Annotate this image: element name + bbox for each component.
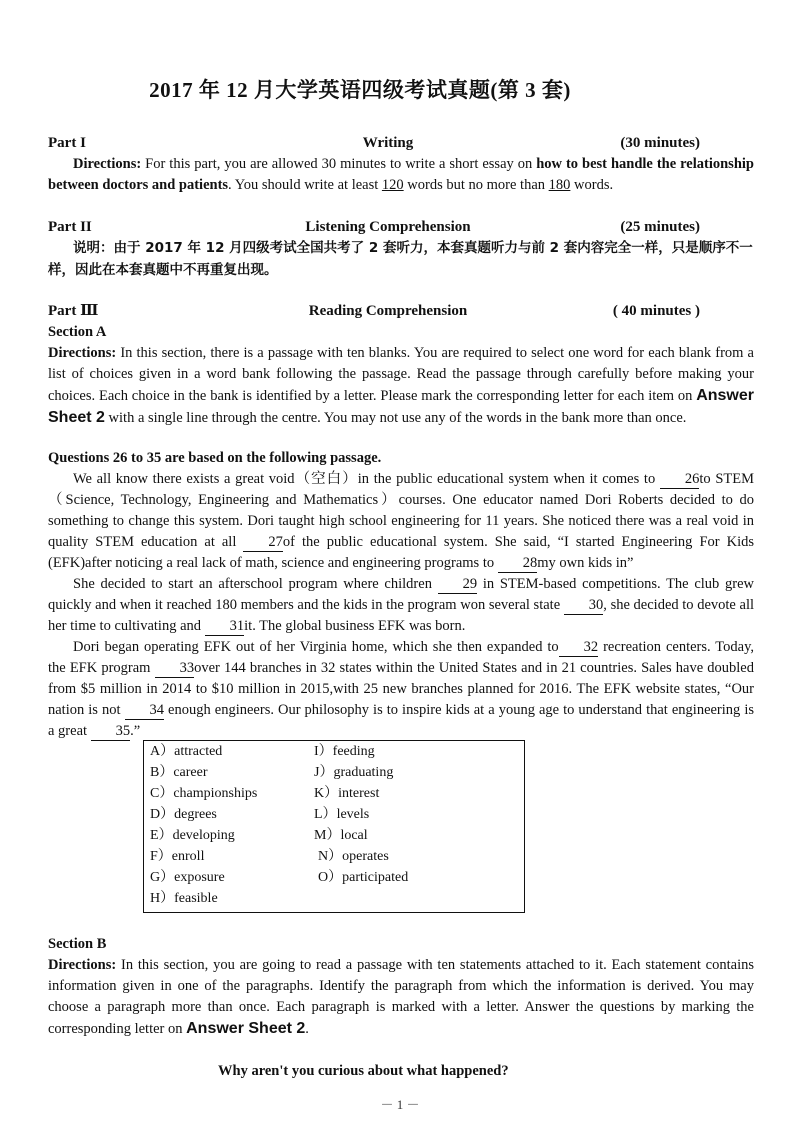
option-letter: G） [150,870,175,885]
blank-35: 35 [91,723,131,741]
option-word: participated [342,870,409,885]
part1-dir-text: words but no more than [403,177,549,193]
passage-text: enough engineers. Our philosophy is to inspire kids at a young age to understand that engineering is a great [48,702,754,739]
option-letter: O） [318,870,343,885]
part3-name: Reading Comprehension [308,303,468,319]
part1-time: (30 minutes) [620,135,700,151]
part1-dir-label: Directions: [73,156,142,172]
option-letter: D） [150,807,175,822]
word-bank-option [150,888,218,909]
word-bank-option [150,825,235,846]
passage-text: recreation centers. Today, the EFK program [48,639,754,676]
min-words: 120 [381,177,404,193]
part2-name: Listening Comprehension [305,219,471,235]
option-word: feeding [332,744,375,759]
passage-text: We all know there exists a great void（空白）in the public educational system when it comes to [73,471,660,487]
section-b-dir-tail: . [305,1021,309,1037]
part1-dir-text: . You should write at least [228,177,382,193]
blank-27: 27 [243,534,283,552]
option-letter: H） [150,891,175,906]
option-word: career [173,765,208,780]
option-letter: M） [314,828,341,843]
page-title: 2017 年 12 月大学英语四级考试真题(第 3 套) [149,78,571,102]
passage-text: to STEM（Science, Technology, Engineering and Mathematics）courses. One educator named Dori Roberts decided to do something to change this system. Dori taught high school engineering for 11 years. She noticed there was a real void in quality STEM education at all [48,471,754,550]
answer-sheet-ref: Answer Sheet 2 [186,1020,306,1037]
blank-32: 32 [559,639,599,657]
blank-29: 29 [438,576,478,594]
option-word: graduating [333,765,394,780]
option-word: championships [173,786,258,801]
option-word: feasible [174,891,218,906]
passage-text: She decided to start an afterschool program where children [73,576,438,592]
part2-label: Part II [48,219,92,235]
passage-text: my own kids in” [537,555,634,571]
word-bank-option [150,741,222,762]
option-letter: L） [314,807,337,822]
word-bank-option [150,804,217,825]
word-bank-option [314,825,368,846]
section-a-dir-label: Directions: [48,345,117,361]
page-number: － 1 － [380,1097,420,1112]
word-bank-option [314,762,393,783]
part2-note-line1: 说明：由于 2017 年 12 月四级考试全国共考了 2 套听力，本套真题听力与前 2 套内容完全一样，只是顺序不一 [73,240,753,256]
option-letter: J） [314,765,334,780]
word-bank-option [314,804,369,825]
part1-name: Writing [362,135,414,151]
option-letter: K） [314,786,339,801]
option-letter: F） [150,849,172,864]
passage-text: in STEM-based competitions. The club grew quickly and when it reached 180 members and the kids in the program won several state [48,576,754,613]
blank-31: 31 [205,618,245,636]
part3-time: ( 40 minutes ) [612,303,700,319]
word-bank-option [318,846,389,867]
section-a-directions [48,343,754,429]
option-letter: A） [150,744,175,759]
section-b-dir-text: In this section, you are going to read a passage with ten statements attached to it. Each statement contains information given in one of the paragraphs. Identify the paragraph from which the information is derived. You may choose a paragraph more than once. Each paragraph is marked with a letter. Answer the questions by marking the corresponding letter on [48,957,754,1037]
blank-34: 34 [125,702,165,720]
section-a-dir-tail: with a single line through the centre. You may not use any of the words in the bank more than once. [104,410,687,426]
option-letter: I） [314,744,333,759]
passage-text: it. The global business EFK was born. [244,618,466,634]
option-word: developing [172,828,235,843]
option-word: operates [342,849,389,864]
passage-paragraph-3 [48,637,754,742]
option-letter: B） [150,765,174,780]
part1-dir-text: words. [570,177,614,193]
blank-30: 30 [564,597,604,615]
part1-dir-text: For this part, you are allowed 30 minutes to write a short essay on [141,156,537,172]
part3-label: Part Ⅲ [48,303,99,319]
option-letter: E） [150,828,173,843]
part2-header [48,217,754,238]
blank-26: 26 [660,471,700,489]
option-letter: N） [318,849,343,864]
word-bank-option [314,783,379,804]
part1-label: Part I [48,135,86,151]
word-bank-option [318,867,408,888]
max-words: 180 [548,177,571,193]
passage-text: , she decided to devote all her time to cultivating and [48,597,755,634]
part1-directions [48,154,754,196]
passage-title: Why aren't you curious about what happened? [218,1063,509,1079]
passage-text: .” [130,723,141,739]
part2-note-line2: 样，因此在本套真题中不再重复出现。 [48,262,278,278]
passage-paragraph-2 [48,574,754,637]
word-bank [143,740,525,913]
option-word: local [340,828,368,843]
section-b-directions [48,955,754,1040]
part2-note [48,237,754,281]
option-word: levels [336,807,370,822]
option-word: degrees [174,807,217,822]
word-bank-option [150,762,208,783]
part2-time: (25 minutes) [620,219,700,235]
passage-text: of the public educational system. She said, “I started Engineering For Kids (EFK)after noticing a real lack of math, science and engineering programs to [48,534,755,571]
word-bank-option [314,741,375,762]
questions-heading: Questions 26 to 35 are based on the following passage. [48,450,382,466]
option-word: attracted [174,744,223,759]
passage-text: over 144 branches in 32 states within the United States and in 21 countries. Sales have doubled from $5 million in 2014 to $10 million in 2015,with 25 new branches planned for 2016. The EFK website states, “Our nation is not [48,660,754,718]
option-word: exposure [174,870,225,885]
blank-33: 33 [155,660,195,678]
essay-topic: how to best handle the relationship between doctors and patients [48,156,754,193]
passage-text: Dori began operating EFK out of her Virginia home, which she then expanded to [73,639,559,655]
section-a-heading: Section A [48,324,107,340]
word-bank-option [150,783,257,804]
option-letter: C） [150,786,174,801]
option-word: interest [338,786,380,801]
word-bank-option [150,846,204,867]
word-bank-option [150,867,225,888]
part3-header [48,301,754,322]
blank-28: 28 [498,555,538,573]
passage-paragraph-1 [48,469,754,574]
section-b-dir-label: Directions: [48,957,117,973]
section-a-dir-text: In this section, there is a passage with ten blanks. You are required to select one word for each blank from a list of choices given in a word bank following the passage. Read the passage through carefully before making your choices. Each choice in the bank is identified by a letter. Please mark the corresponding letter for each item on [48,345,754,404]
answer-sheet-ref: Answer Sheet 2 [48,387,754,426]
part1-header [48,133,754,154]
section-b-heading: Section B [48,936,107,952]
option-word: enroll [171,849,205,864]
passage [48,469,754,742]
